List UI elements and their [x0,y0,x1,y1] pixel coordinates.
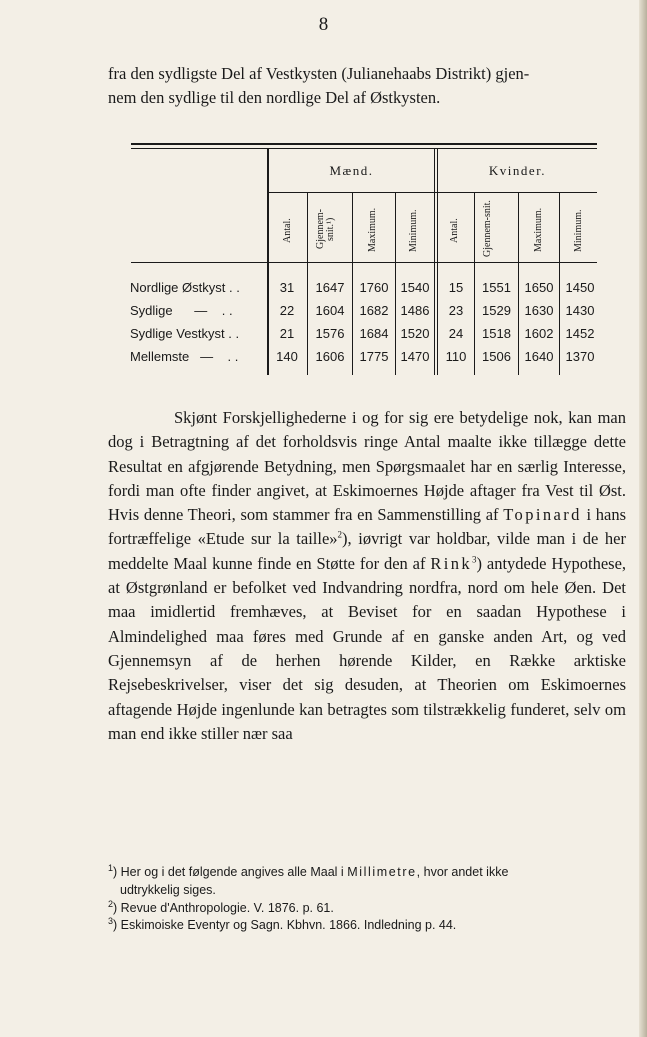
cell: 1647 [315,280,345,295]
body-paragraph [108,406,626,746]
cell: 1682 [359,303,389,318]
footnote-2-text: ) Revue d'Anthropologie. V. 1876. p. 61. [113,900,334,915]
footnote-1-cont: udtrykkelig siges. [120,882,216,897]
footnote-3 [108,917,626,935]
cell: 22 [279,303,295,318]
footnote-2-mark: 2 [108,898,114,909]
cell: 1760 [359,280,389,295]
col-header-snit-m: Gjennem-snit.¹) [315,209,336,249]
col-header-max-m: Maximum. [367,207,378,253]
footnote-ref-2: 2 [337,529,343,540]
footnote-2 [108,900,626,918]
cell: 1640 [524,349,554,364]
page-number: 8 [318,14,329,35]
cell: 1775 [359,349,389,364]
page-edge-shadow [639,0,647,1037]
cell: 1551 [482,280,511,295]
col-header-snit-k: Gjennem-snit. [482,200,493,258]
row-label: Mellemste — . . [130,349,239,364]
cell: 1520 [400,326,430,341]
cell: 15 [448,280,464,295]
group-header-maend: Mænd. [329,163,374,178]
cell: 24 [448,326,464,341]
group-header-kvinder: Kvinder. [488,163,547,178]
intro-line-1: fra den sydligste Del af Vestkysten (Julianehaabs Distrikt) gjen- [108,64,530,83]
footnote-ref-3: 3 [472,554,477,565]
footnote-1-unit: Millimetre [347,865,417,879]
footnote-3-mark: 3 [108,916,114,927]
author-topinard: Topinard [503,505,582,525]
cell: 110 [445,349,467,364]
cell: 1630 [524,303,554,318]
col-header-min-m: Minimum. [408,209,419,253]
body-text-1: Skjønt Forskjellighederne i og for sig ere betydelige nok, kan man dog i Betragtning af det forholdsvis ringe Antal maalte ikke tillægge dette Resultat en afgjørende Betydning, men Spørgsmaalet har en særlig Interesse, fordi man ofte finder angivet, at Eskimoernes Højde aftager fra Vest til Øst. Hvis denne Theori, som stammer fra en Sammenstilling af [108,408,626,525]
cell: 1604 [315,303,345,318]
col-header-min-k: Minimum. [573,209,584,253]
cell: 1529 [482,303,511,318]
row-label: Sydlige Vestkyst . . [130,326,240,341]
body-text-3: ), iøvrigt var holdbar, vilde man i de her meddelte Maal kunne finde en Støtte for den af [108,529,627,573]
cell: 1450 [565,280,595,295]
cell: 31 [279,280,295,295]
cell: 1370 [565,349,595,364]
footnote-1-text-a: ) Her og i det følgende angives alle Maal i [113,865,344,879]
cell: 1452 [565,326,595,341]
body-text-4: ) antydede Hypothese, at Østgrønland er befolket ved Indvandring nordfra, nord om hele Øen. Det maa imidlertid fremhæves, at Beviset for en saadan Hypothese i Almindelighed maa føres med Grunde af en ganske anden Art, og ved Gjennemsyn af de herhen hørende Kilder, en Række arktiske Rejsebeskrivelser, viser det sig desuden, at Theorien om Eskimoernes aftagende Højde ingenlunde kan betragtes som tilstrækkelig funderet, selv om man end ikke stiller nær saa [108,553,627,743]
footnote-1-mark: 1 [108,862,114,873]
cell: 1576 [315,326,345,341]
cell: 1518 [482,326,511,341]
intro-line-2: nem den sydlige til den nordlige Del af Østkysten. [108,88,441,107]
footnote-3-text: ) Eskimoiske Eventyr og Sagn. Kbhvn. 1866. Indledning p. 44. [113,918,457,933]
col-header-antal-m: Antal. [282,218,293,244]
footnote-1-text-b: , hvor andet ikke [416,865,509,879]
cell: 140 [276,349,298,364]
cell: 23 [448,303,464,318]
col-header-antal-k: Antal. [449,218,460,244]
footnote-1 [108,864,626,882]
intro-paragraph [108,62,628,110]
cell: 1506 [482,349,511,364]
cell: 21 [279,326,295,341]
cell: 1606 [315,349,345,364]
author-rink: Rink [430,553,473,573]
cell: 1602 [524,326,554,341]
row-label: Nordlige Østkyst . . [130,280,240,295]
cell: 1486 [400,303,430,318]
cell: 1430 [565,303,595,318]
cell: 1650 [524,280,554,295]
body-text-2: i hans fortræffelige «Etude sur la taille» [108,505,626,549]
row-label: Sydlige — . . [130,303,233,318]
cell: 1684 [359,326,389,341]
cell: 1540 [400,280,430,295]
cell: 1470 [400,349,430,364]
footnotes [108,864,626,935]
col-header-max-k: Maximum. [533,207,544,253]
